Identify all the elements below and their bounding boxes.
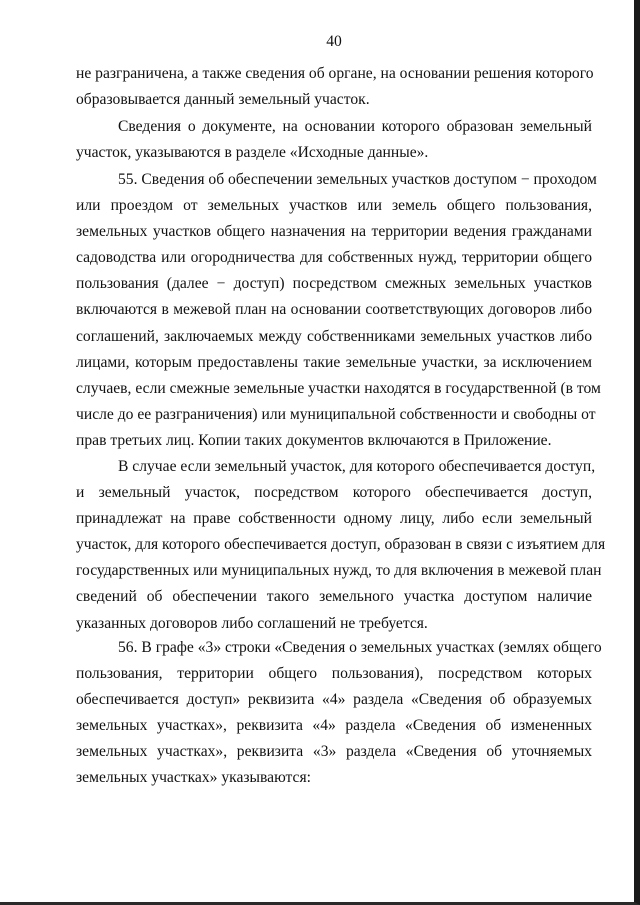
text-line: Сведения о документе, на основании которого образован земельный bbox=[118, 118, 592, 135]
text-line: соглашений, заключаемых между собственниками земельных участков либо bbox=[76, 327, 592, 345]
text-line: земельных участках», реквизита «4» раздела «Сведения об измененных bbox=[76, 717, 592, 735]
text-line: садоводства или огородничества для собственных нужд, территории общего bbox=[76, 249, 592, 267]
text-line: земельных участков общего назначения на территории ведения гражданами bbox=[76, 223, 592, 241]
text-line: или проездом от земельных участков или земель общего пользования, bbox=[76, 197, 592, 215]
text-line: числе до ее разграничения) или муниципальной собственности и свободны от bbox=[76, 405, 596, 423]
page-number: 40 bbox=[326, 33, 342, 50]
text-line: земельных участках», реквизита «3» раздела «Сведения об уточняемых bbox=[76, 743, 592, 761]
text-line: указанных договоров либо соглашений не требуется. bbox=[76, 614, 428, 632]
paragraph-item-55 bbox=[76, 167, 601, 454]
text-line: участок, для которого обеспечивается доступ, образован в связи с изъятием для bbox=[76, 536, 606, 554]
text-line: В случае если земельный участок, для которого обеспечивается доступ, bbox=[118, 458, 596, 475]
paragraph-access-exception bbox=[76, 454, 606, 637]
text-line: образовывается данный земельный участок. bbox=[76, 91, 370, 109]
text-line: земельных участках» указываются: bbox=[76, 769, 311, 787]
text-line: государственных или муниципальных нужд, то для включения в межевой план bbox=[76, 562, 602, 580]
text-line: и земельный участок, посредством которого обеспечивается доступ, bbox=[76, 484, 592, 502]
text-line: включаются в межевой план на основании соответствующих договоров либо bbox=[76, 301, 592, 319]
text-line: 55. Сведения об обеспечении земельных участков доступом − проходом bbox=[118, 171, 597, 188]
text-line: пользования (далее − доступ) посредством смежных земельных участков bbox=[76, 275, 592, 293]
text-line: 56. В графе «3» строки «Сведения о земельных участках (землях общего bbox=[118, 639, 602, 656]
text-line: прав третьих лиц. Копии таких документов включаются в Приложение. bbox=[76, 431, 552, 449]
text-line: лицами, которым предоставлены такие земельные участки, за исключением bbox=[76, 353, 592, 371]
text-line: сведений об обеспечении такого земельного участка доступом наличие bbox=[76, 588, 592, 606]
text-line: пользования, территории общего пользования), посредством которых bbox=[76, 665, 592, 683]
text-line: не разграничена, а также сведения об органе, на основании решения которого bbox=[76, 65, 594, 82]
paragraph-2 bbox=[76, 114, 592, 166]
paragraph-item-56 bbox=[76, 635, 602, 792]
paragraph-1 bbox=[76, 61, 592, 113]
text-line: принадлежат на праве собственности одному лицу, либо если земельный bbox=[76, 510, 592, 528]
text-line: случаев, если смежные земельные участки находятся в государственной (в том bbox=[76, 379, 601, 397]
text-line: обеспечивается доступ» реквизита «4» раздела «Сведения об образуемых bbox=[76, 691, 592, 709]
text-line: участок, указываются в разделе «Исходные данные». bbox=[76, 144, 429, 162]
